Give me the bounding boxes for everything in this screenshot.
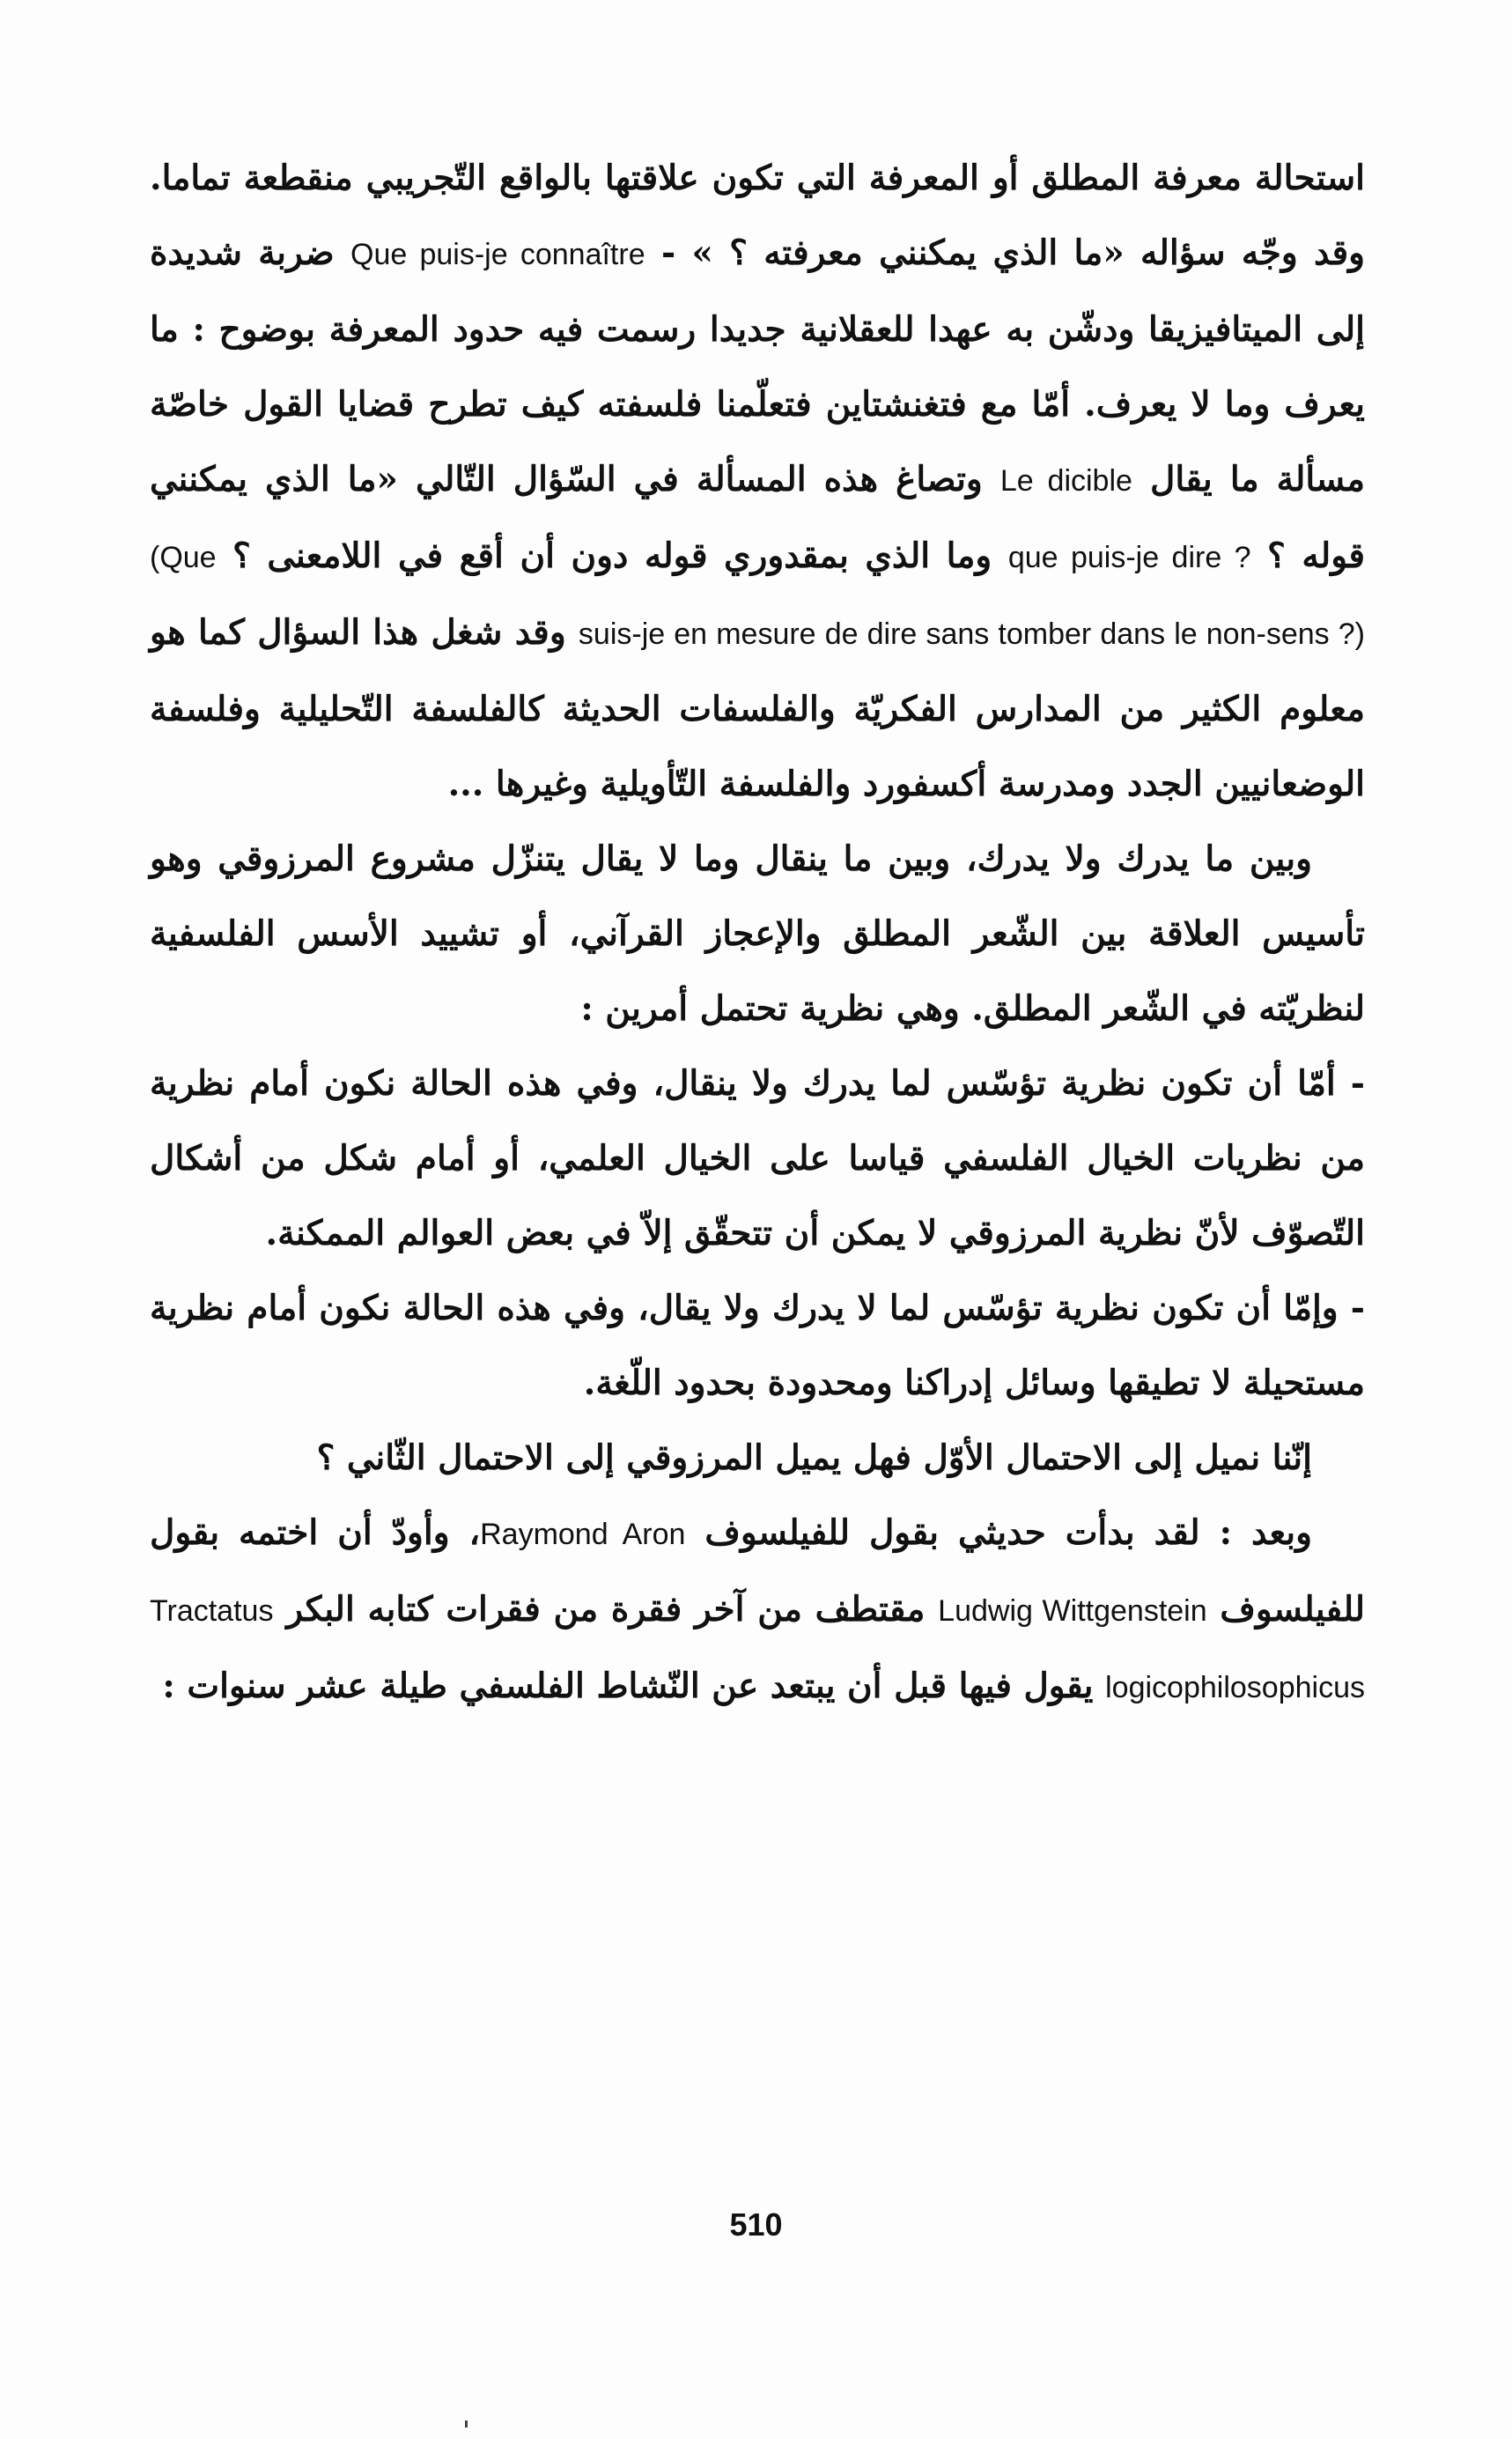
- paragraph: [150, 822, 1365, 1046]
- body-text: [150, 141, 1365, 1726]
- text-run: - أمّا أن تكون نظرية تؤسّس لما يدرك ولا ينقال، وفي هذه الحالة نكون أمام نظرية من نظريات الخيال الفلسفي قياسا على الخيال العلمي، أو أمام شكل من أشكال التّصوّف لأنّ نظرية المرزوقي لا يمكن أن تتحقّق إلاّ في بعض العوالم الممكنة.: [150, 1063, 1365, 1253]
- text-run: يقول فيها قبل أن يبتعد عن النّشاط الفلسفي طيلة عشر سنوات :: [162, 1666, 1106, 1706]
- text-run: استحالة معرفة المطلق أو المعرفة التي تكون علاقتها بالواقع التّجريبي منقطعة تماما. وقد وجّه سؤاله «ما الذي يمكنني معرفته ؟ » -: [150, 158, 1365, 273]
- latin-term: que puis-je dire ?: [1007, 541, 1251, 574]
- paragraph: [150, 1271, 1365, 1421]
- text-run: وتصاغ هذه المسألة في السّؤال التّالي «ما الذي يمكنني قوله ؟: [150, 459, 1365, 576]
- paragraph: [150, 1496, 1365, 1726]
- scan-speck: [465, 2421, 468, 2428]
- paragraph: [150, 1421, 1365, 1496]
- latin-term: Ludwig Wittgenstein: [938, 1594, 1207, 1628]
- text-run: وما الذي بمقدوري قوله دون أن أقع في اللامعنى ؟: [216, 536, 1008, 576]
- latin-term: Tractatus logicophilosophicus: [150, 1594, 1365, 1704]
- latin-term: (Que suis-je en mesure de dire sans tomber dans le non-sens ?): [150, 541, 1365, 651]
- paragraph: [150, 141, 1365, 822]
- text-run: إنّنا نميل إلى الاحتمال الأوّل فهل يميل المرزوقي إلى الاحتمال الثّاني ؟: [316, 1438, 1312, 1478]
- latin-term: Raymond Aron: [480, 1518, 686, 1551]
- text-run: وبين ما يدرك ولا يدرك، وبين ما ينقال وما لا يقال يتنزّل مشروع المرزوقي وهو تأسيس العلاقة بين الشّعر المطلق والإعجاز القرآني، أو تشييد الأسس الفلسفية لنظريّته في الشّعر المطلق. وهي نظرية تحتمل أمرين :: [150, 839, 1365, 1029]
- text-run: ضربة شديدة إلى الميتافيزيقا ودشّن به عهدا للعقلانية جديدا رسمت فيه حدود المعرفة بوضوح : ما يعرف وما لا يعرف. أمّا مع فتغنشتاين فتعلّمنا فلسفته كيف تطرح قضايا القول خاصّة مسألة ما يقال: [150, 233, 1365, 499]
- text-run: وبعد : لقد بدأت حديثي بقول للفيلسوف: [685, 1512, 1312, 1553]
- text-run: وقد شغل هذا السؤال كما هو معلوم الكثير من المدارس الفكريّة والفلسفات الحديثة كالفلسفة التّحليلية وفلسفة الوضعانيين الجدد ومدرسة أكسفورد والفلسفة التّأويلية وغيرها ...: [150, 612, 1365, 804]
- text-run: مقتطف من آخر فقرة من فقرات كتابه البكر: [273, 1589, 939, 1630]
- page-number: 510: [729, 2206, 783, 2243]
- paragraph: [150, 1046, 1365, 1271]
- text-run: - وإمّا أن تكون نظرية تؤسّس لما لا يدرك ولا يقال، وفي هذه الحالة نكون أمام نظرية مستحيلة لا تطيقها وسائل إدراكنا ومحدودة بحدود اللّغة.: [150, 1288, 1365, 1403]
- latin-term: Le dicible: [999, 464, 1132, 498]
- latin-term: Que puis-je connaître: [350, 238, 645, 271]
- text-run: ، وأودّ أن اختمه بقول للفيلسوف: [150, 1512, 1365, 1630]
